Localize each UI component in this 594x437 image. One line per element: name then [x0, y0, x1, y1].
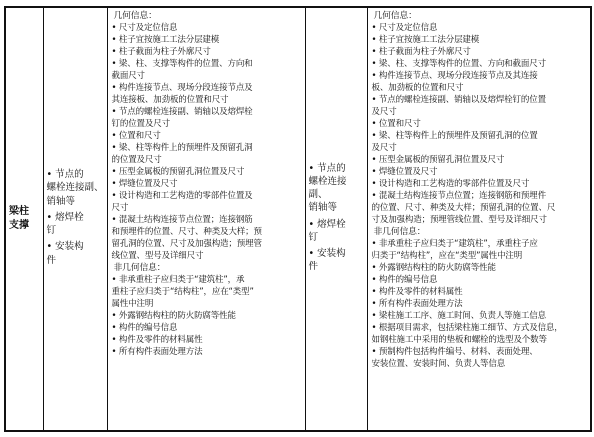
info-line: • 构件连接节点、现场分段连接节点及其连接: [372, 70, 589, 82]
info-line: 归类于“结构柱”，应在“类型”属性中注明: [371, 251, 523, 261]
component-item-line: 螺栓连接副、: [308, 175, 347, 201]
info-line: 截面尺寸: [111, 71, 145, 81]
right-info-cell: [367, 7, 591, 431]
info-line: • 预制构件包括构件编号、材料、表面处理、: [372, 346, 589, 358]
table-row: [5, 7, 591, 431]
component-item-line: 钉: [308, 231, 319, 243]
info-line: 尺寸: [111, 203, 129, 213]
left-component-list: [47, 168, 105, 266]
info-line: 重柱子应归类于“结构柱”，应在“类型”: [111, 287, 254, 297]
info-line: • 梁、柱、支撑等构件的位置、方向和: [112, 58, 303, 70]
component-item: [47, 211, 105, 237]
right-component-cell: [305, 7, 367, 431]
info-section-heading: 非几何信息：: [113, 263, 166, 273]
info-line: 及尺寸: [371, 107, 397, 117]
info-line: • 所有构件表面处理方法: [372, 298, 589, 310]
info-line: • 设计构造和工艺构造的零部件位置及尺寸: [372, 178, 589, 190]
info-line: • 设计构造和工艺构造的零部件位置及: [112, 190, 303, 202]
left-component-cell: [43, 7, 107, 431]
info-line: 钉的位置及尺寸: [111, 119, 170, 129]
component-item-line: 件: [308, 261, 319, 273]
info-line: • 节点的螺栓连接副、销轴以及熔焊栓: [112, 106, 303, 118]
component-item-line: • 熔焊栓: [46, 211, 84, 223]
info-line: • 柱子截面为柱子外廓尺寸: [112, 46, 303, 58]
info-line: 线位置、型号及详细尺寸: [111, 251, 204, 261]
info-line: • 压型金属板的预留孔洞位置及尺寸: [112, 166, 303, 178]
component-item-line: 螺栓连接副、: [46, 182, 104, 194]
info-line: 属性中注明: [111, 299, 154, 309]
info-line: • 位置和尺寸: [112, 130, 303, 142]
component-item-line: 钉: [46, 225, 57, 237]
info-line: 的位置及尺寸: [111, 155, 162, 165]
spec-table: [4, 6, 592, 432]
info-line: • 焊缝位置及尺寸: [112, 178, 303, 190]
info-line: • 节点的螺栓连接副、销轴以及熔焊栓钉的位置: [372, 94, 589, 106]
info-line: • 构件的编号信息: [372, 274, 589, 286]
info-line: 板、加劲板的位置和尺寸: [371, 83, 464, 93]
info-line: • 外露钢结构柱的防火防腐等性能: [372, 262, 589, 274]
component-item: [309, 218, 365, 244]
component-item-line: • 节点的: [308, 162, 346, 174]
right-info-list: [372, 10, 589, 370]
info-line: • 尺寸及定位信息: [112, 22, 303, 34]
info-line: 安装位置、安装时间、负责人等信息: [371, 359, 506, 369]
component-item: [309, 162, 365, 215]
info-line: • 梁、柱、支撑等构件的位置、方向和截面尺寸: [372, 58, 589, 70]
info-line: • 混凝土结构连接节点位置；连接钢筋: [112, 214, 303, 226]
component-item: [47, 240, 105, 266]
component-item: [309, 247, 365, 273]
component-item: [47, 168, 105, 208]
info-line: 如钢柱施工中采用的垫板和螺栓的选型及个数等: [371, 335, 547, 345]
info-line: 留孔洞的位置、尺寸及加强构造；预埋管: [111, 239, 262, 249]
component-item-line: • 熔焊栓: [308, 218, 346, 230]
component-item-line: • 安装构: [308, 247, 346, 259]
info-line: • 构件及零件的材料属性: [372, 286, 589, 298]
info-line: • 非承重柱子应归类于“建筑柱”，承: [112, 274, 303, 286]
left-info-list: [112, 10, 303, 358]
info-line: 寸及加强构造；预埋管线位置、型号及详细尺寸: [371, 215, 547, 225]
info-line: • 梁柱施工工序、施工时间、负责人等施工信息: [372, 310, 589, 322]
info-section-heading: 几何信息：: [113, 11, 157, 21]
info-section-heading: 几何信息：: [373, 11, 417, 21]
info-line: • 柱子宜按施工工法分层建模: [372, 34, 589, 46]
component-item-line: • 安装构: [46, 241, 84, 253]
info-line: 和预埋件的位置、尺寸、种类及大样；预: [111, 227, 262, 237]
info-line: • 构件的编号信息: [112, 322, 303, 334]
info-line: • 梁、柱等构件上的预埋件及预留孔洞: [112, 142, 303, 154]
row-label-cell: [5, 7, 43, 431]
info-line: • 外露钢结构柱的防火防腐等性能: [112, 310, 303, 322]
info-line: 其连接板、加劲板的位置和尺寸: [111, 95, 229, 105]
info-line: • 构件连接节点、现场分段连接节点及: [112, 82, 303, 94]
component-item-line: • 节点的: [46, 169, 84, 181]
info-line: • 梁、柱等构件上的预埋件及预留孔洞的位置: [372, 130, 589, 142]
info-line: • 混凝土结构连接节点位置；连接钢筋和预埋件: [372, 190, 589, 202]
info-line: • 尺寸及定位信息: [372, 22, 589, 34]
info-line: • 柱子宜按施工工法分层建模: [112, 34, 303, 46]
info-line: • 位置和尺寸: [372, 118, 589, 130]
info-line: • 非承重柱子应归类于“建筑柱”，承重柱子应: [372, 238, 589, 250]
info-section-heading: 非几何信息：: [373, 227, 426, 237]
info-line: • 柱子截面为柱子外廓尺寸: [372, 46, 589, 58]
info-line: 的位置、尺寸、种类及大样；预留孔洞的位置、尺: [371, 203, 556, 213]
component-item-line: 销轴等: [46, 195, 76, 207]
row-label-line: 梁柱: [9, 206, 29, 217]
info-line: 及尺寸: [371, 143, 397, 153]
info-line: • 构件及零件的材料属性: [112, 334, 303, 346]
component-item-line: 销轴等: [308, 202, 338, 214]
row-label-line: 支撑: [9, 220, 29, 231]
right-component-list: [309, 162, 365, 274]
info-line: • 根据项目需求，包括梁柱施工细节、方式及信息，: [372, 322, 589, 334]
component-item-line: 件: [46, 254, 57, 266]
info-line: • 焊缝位置及尺寸: [372, 166, 589, 178]
info-line: • 压型金属板的预留孔洞位置及尺寸: [372, 154, 589, 166]
left-info-cell: [107, 7, 305, 431]
info-line: • 所有构件表面处理方法: [112, 346, 303, 358]
